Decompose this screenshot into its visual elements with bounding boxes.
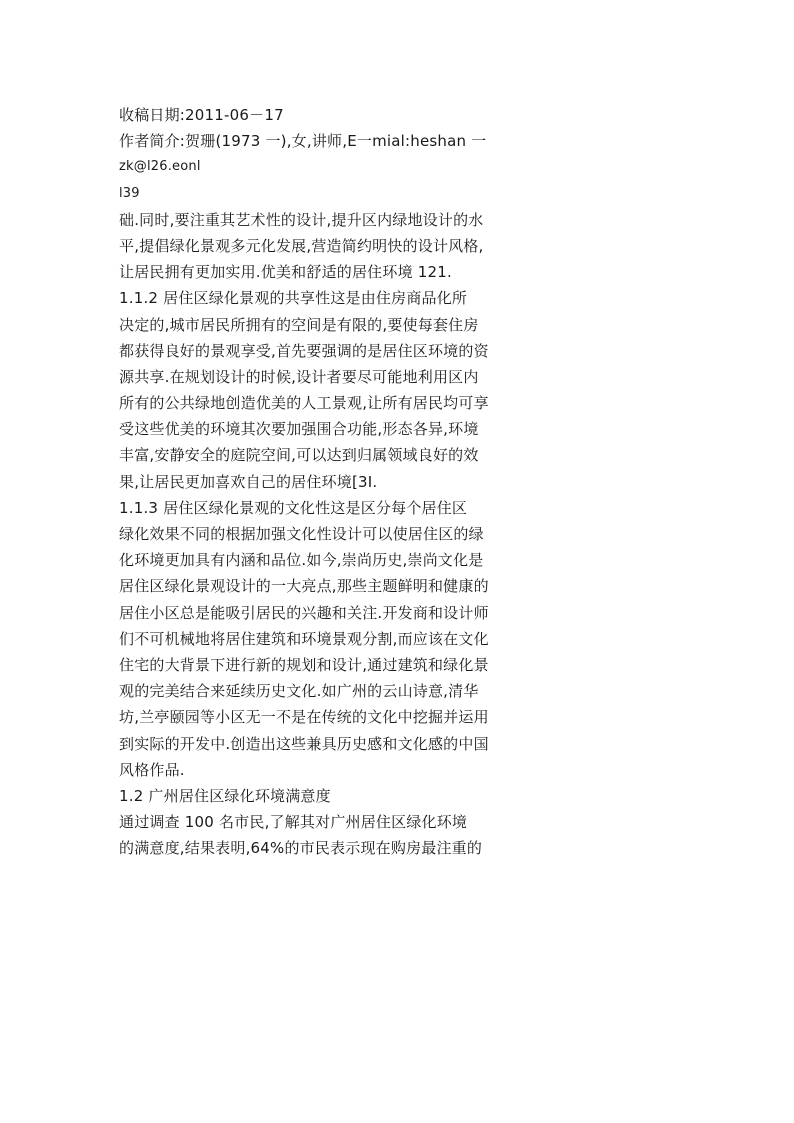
paragraph-line: 到实际的开发中.创造出这些兼具历史感和文化感的中国 (119, 734, 489, 753)
section-heading-1-1-3: 1.1.3 居住区绿化景观的文化性这是区分每个居住区 (119, 498, 468, 517)
paragraph-line: 都获得良好的景观享受,首先要强调的是居住区环境的资 (119, 341, 489, 360)
author-email-line: zk@l26.eonl (119, 159, 201, 175)
paragraph-line: 受这些优美的环境其次要加强围合功能,形态各异,环境 (119, 420, 479, 439)
paragraph-line: 通过调查 100 名市民,了解其对广州居住区绿化环境 (119, 813, 468, 832)
body-text (119, 102, 539, 861)
section-heading-1-2: 1.2 广州居住区绿化环境满意度 (119, 786, 331, 805)
paragraph-line: 住宅的大背景下进行新的规划和设计,通过建筑和绿化景 (119, 655, 489, 674)
paragraph-line: 坊,兰亭颐园等小区无一不是在传统的文化中挖掘并运用 (119, 708, 489, 727)
received-date-line: 收稿日期:2011-06－17 (119, 106, 284, 124)
page-number: l39 (119, 185, 140, 201)
paragraph-line: 居住小区总是能吸引居民的兴趣和关注.开发商和设计师 (119, 603, 489, 622)
paragraph-line: 源共享.在规划设计的时候,设计者要尽可能地利用区内 (119, 367, 479, 386)
paragraph-line: 果,让居民更加喜欢自己的居住环境[3I. (119, 472, 378, 491)
paragraph-line: 风格作品. (119, 760, 185, 779)
paragraph-line: 们不可机械地将居住建筑和环境景观分割,而应该在文化 (119, 629, 489, 648)
paragraph-line: 丰富,安静安全的庭院空间,可以达到归属领域良好的效 (119, 446, 479, 465)
paragraph-line: 所有的公共绿地创造优美的人工景观,让所有居民均可享 (119, 394, 489, 413)
paragraph-line: 观的完美结合来延续历史文化.如广州的云山诗意,清华 (119, 682, 479, 701)
author-bio-line: 作者简介:贺珊(1973 一),女,讲师,E一mial:heshan 一 (119, 132, 487, 151)
paragraph-line: 化环境更加具有内涵和品位.如今,崇尚历史,崇尚文化是 (119, 551, 484, 570)
paragraph-line: 平,提倡绿化景观多元化发展,营造简约明快的设计风格, (119, 236, 484, 255)
paragraph-line: 的满意度,结果表明,64%的市民表示现在购房最注重的 (119, 839, 483, 858)
paragraph-line: 居住区绿化景观设计的一大亮点,那些主题鲜明和健康的 (119, 577, 489, 596)
paragraph-line: 让居民拥有更加实用.优美和舒适的居住环境 121. (119, 263, 452, 282)
paragraph-line: 础.同时,要注重其艺术性的设计,提升区内绿地设计的水 (119, 210, 484, 229)
section-heading-1-1-2: 1.1.2 居住区绿化景观的共享性这是由住房商品化所 (119, 289, 468, 308)
paragraph-line: 绿化效果不同的根据加强文化性设计可以使居住区的绿 (119, 525, 484, 543)
paragraph-line: 决定的,城市居民所拥有的空间是有限的,要使每套住房 (119, 315, 479, 334)
